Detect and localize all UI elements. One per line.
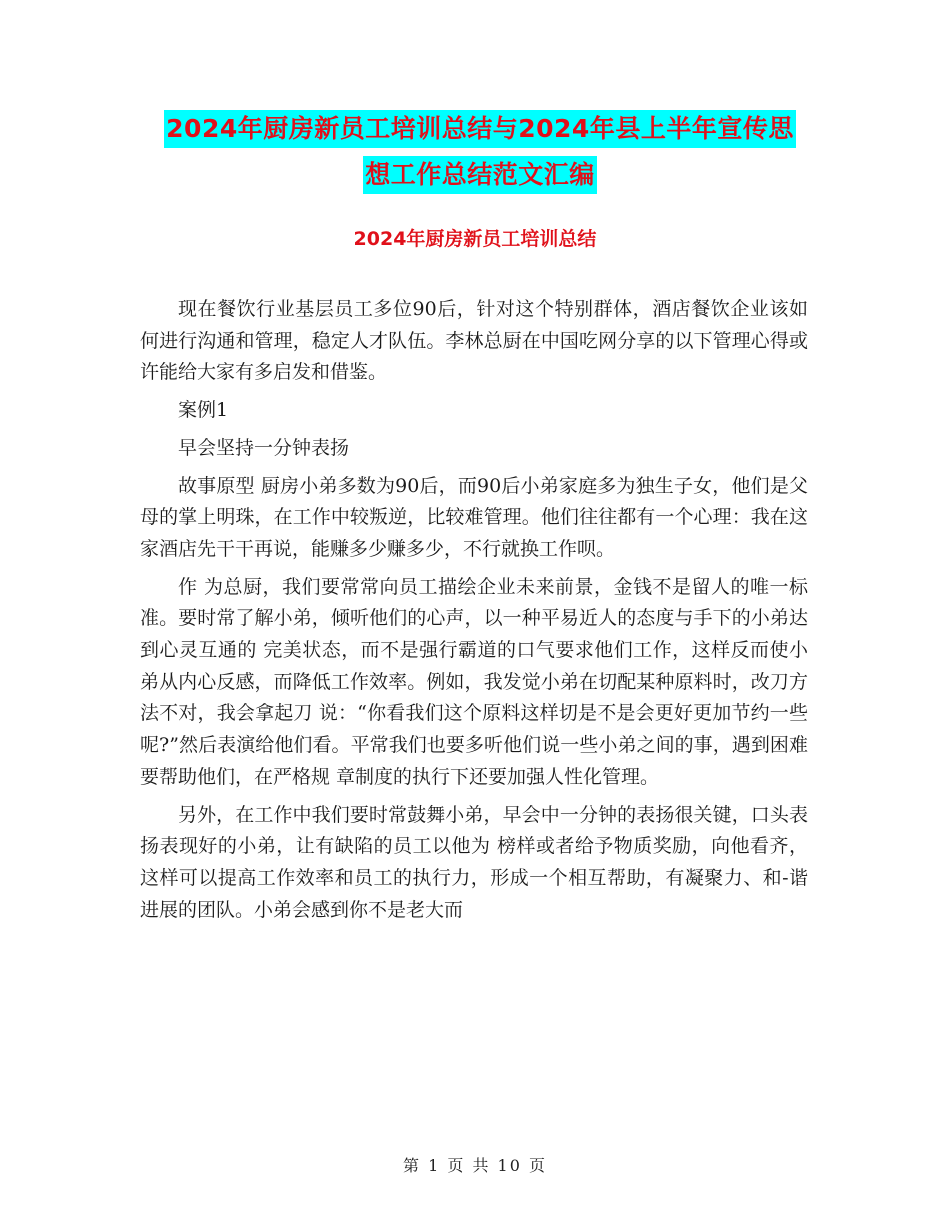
paragraph: 故事原型 厨房小弟多数为90后，而90后小弟家庭多为独生子女，他们是父母的掌上明珠，在工作中较叛逆，比较难管理。他们往往都有一个心理：我在这家酒店先干干再说，能赚多少赚多少，不行就换工作呗。 (140, 474, 808, 560)
paragraph: 另外，在工作中我们要时常鼓舞小弟，早会中一分钟的表扬很关键，口头表扬表现好的小弟，让有缺陷的员工以他为 榜样或者给予物质奖励，向他看齐，这样可以提高工作效率和员工的执行力，形成一个相互帮助，有凝聚力、和-谐进展的团队。小弟会感到你不是老大而 (140, 803, 808, 921)
paragraph-case-title: 早会坚持一分钟表扬 (178, 436, 350, 459)
paragraph-case-label: 案例1 (178, 399, 229, 422)
document-title (140, 110, 820, 202)
title-line-2: 想工作总结范文汇编 (363, 156, 597, 194)
section-heading: 2024年厨房新员工培训总结 (353, 228, 597, 250)
page-number-footer: 第 1 页 共 10 页 (403, 1156, 547, 1175)
title-line-1: 2024年厨房新员工培训总结与2024年县上半年宣传思 (164, 110, 796, 148)
paragraph: 作 为总厨，我们要常常向员工描绘企业未来前景，金钱不是留人的唯一标准。要时常了解小弟，倾听他们的心声，以一种平易近人的态度与手下的小弟达到心灵互通的 完美状态，而不是强行霸道的口气要求他们工作，这样反而使小弟从内心反感，而降低工作效率。例如，我发觉小弟在切配某种原料时，改刀方法不对，我会拿起刀 说：“你看我们这个原料这样切是不是会更好更加节约一些呢?”然后表演给他们看。平常我们也要多听他们说一些小弟之间的事，遇到困难要帮助他们，在严格规 章制度的执行下还要加强人性化管理。 (140, 575, 808, 788)
body-text (140, 294, 808, 926)
paragraph: 现在餐饮行业基层员工多位90后，针对这个特别群体，酒店餐饮企业该如何进行沟通和管理，稳定人才队伍。李林总厨在中国吃网分享的以下管理心得或许能给大家有多启发和借鉴。 (140, 298, 808, 384)
